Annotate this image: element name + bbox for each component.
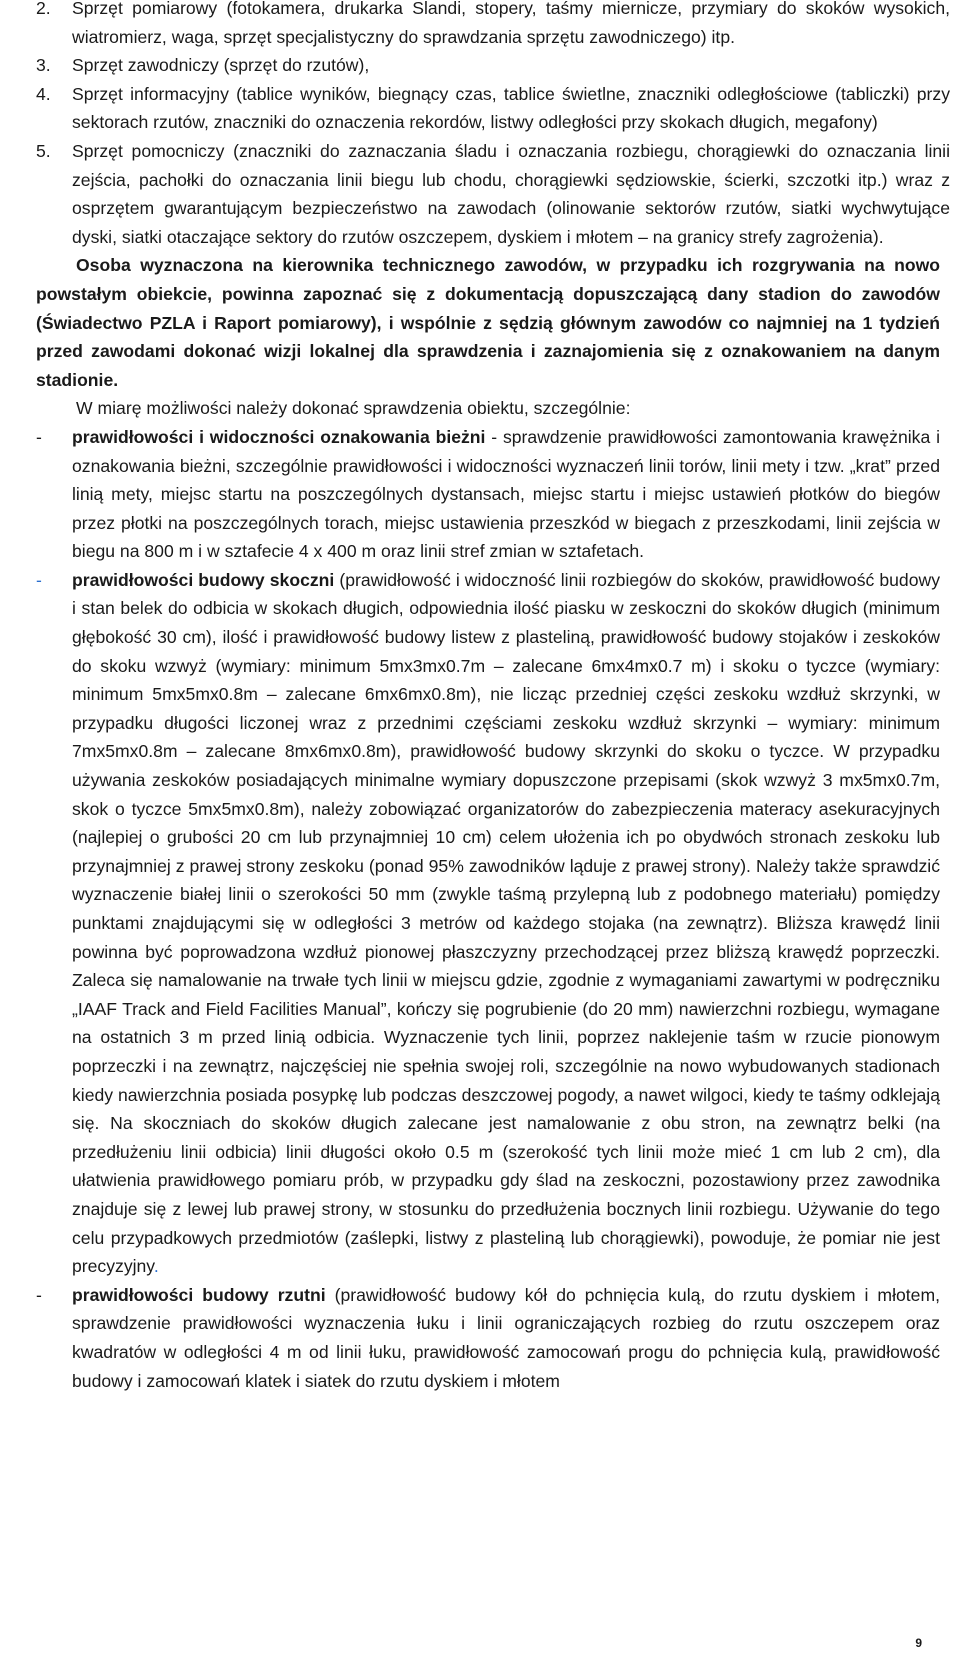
- list-item-text: Sprzęt zawodniczy (sprzęt do rzutów),: [72, 55, 370, 76]
- dash-marker: -: [36, 1284, 42, 1305]
- check-item-text: (prawidłowość budowy kół do pchnięcia kulą, do rzutu dyskiem i młotem, sprawdzenie prawidłowości wyznaczenia łuku i linii ograniczających rozbieg do rzutu oszczepem oraz kwadratów w odległości 4 m od linii łuku, prawidłowość zamocowań progu do pchnięcia kulą, prawidłowość budowy i zamocowań klatek i siatek do rzutu dyskiem i młotem: [72, 1284, 940, 1391]
- intro-paragraph: W miarę możliwości należy dokonać sprawdzenia obiektu, szczególnie:: [76, 398, 631, 419]
- check-item-text: - sprawdzenie prawidłowości zamontowania krawężnika i oznakowania bieżni, szczególnie prawidłowości i widoczności wyznaczeń linii torów, linii mety i tzw. „krat” przed linią mety, miejsc startu na poszczególnych dystansach, miejsc startu i miejsc ustawień płotków do biegów przez płotki na poszczególnych torach, miejsc ustawienia przeszkód w biegach z przeszkodami, linii zejścia w biegu na 800 m i w sztafecie 4 x 400 m oraz linii stref zmian w sztafetach.: [72, 426, 940, 562]
- dash-marker: -: [36, 569, 42, 590]
- check-item-jumps: [0, 566, 950, 1281]
- list-item: [36, 51, 950, 80]
- dash-marker: -: [36, 426, 42, 447]
- check-item-heading: prawidłowości budowy rzutni: [72, 1284, 326, 1305]
- list-item: [36, 0, 950, 51]
- list-item: [36, 80, 950, 137]
- list-item-number: 2.: [36, 0, 51, 18]
- list-item: [36, 137, 950, 251]
- check-item-track: [0, 423, 950, 566]
- check-item-heading: prawidłowości i widoczności oznakowania bieżni: [72, 426, 486, 447]
- list-item-text: Sprzęt informacyjny (tablice wyników, biegnący czas, tablice świetlne, znaczniki odległościowe (tabliczki) przy sektorach rzutów, znaczniki do oznaczenia rekordów, listwy odległości przy skokach długich, megafony): [72, 83, 950, 133]
- check-item-heading: prawidłowości budowy skoczni: [72, 569, 335, 590]
- check-item-text: (prawidłowość i widoczność linii rozbiegów do skoków, prawidłowość budowy i stan belek do odbicia w skokach długich, odpowiednia ilość piasku w zeskoczni do skoków długich (minimum głębokość 30 cm), ilość i prawidłowość budowy listew z plasteliną, prawidłowość budowy stojaków i zeskoków do skoku wzwyż (wymiary: minimum 5mx3mx0.7m – zalecane 6mx4mx0.7 m) i skoku o tyczce (wymiary: minimum 5mx5mx0.8m – zalecane 6mx6mx0.8m), nie licząc przedniej części zeskoku wzdłuż skrzynki, w przypadku długości liczonej wraz z przednimi częściami zeskoku wzdłuż skrzynki – wymiary: minimum 7mx5mx0.8m – zalecane 8mx6mx0.8m), prawidłowość budowy skrzynki do skoku o tyczce. W przypadku używania zeskoków posiadających minimalne wymiary dopuszczone przepisami (skok wzwyż 3 mx5mx0.7m, skok o tyczce 5mx5mx0.8m), należy zobowiązać organizatorów do zabezpieczenia materacy asekuracyjnych (najlepiej o grubości 20 cm lub przynajmniej 10 cm) celem ułożenia ich po obydwóch stronach zeskoku lub przynajmniej z prawej strony zeskoku (ponad 95% zawodników ląduje z prawej strony). Należy także sprawdzić wyznaczenie białej linii o szerokości 50 mm (zwykle taśmą przylepną lub z podobnego materiału) pomiędzy punktami znajdującymi się w odległości 3 metrów od każdego stojaka (na zewnątrz). Bliższa krawędź linii powinna być poprowadzona wzdłuż pionowej płaszczyzny przechodzącej przez bliższą krawędź poprzeczki. Zaleca się namalowanie na trwałe tych linii w miejscu gdzie, zgodnie z wymaganiami zawartymi w podręczniku „IAAF Track and Field Facilities Manual”, kończy się pogrubienie (do 20 mm) nawierzchni rozbiegu, wymagane na ostatnich 3 m przed linią odbicia. Wyznaczenie tych linii, poprzez naklejenie taśm w rzucie pionowym poprzeczki i na zewnątrz, najczęściej nie spełnia swojej roli, szczególnie na nowo wybudowanych stadionach kiedy nawierzchnia posiada posypkę lub podczas deszczowej pogody, a nawet wilgoci, kiedy te taśmy odklejają się. Na skoczniach do skoków długich zalecane jest namalowanie z obu stron, na zewnątrz belki (na przedłużeniu linii odbicia) linii długości około 0.5 m (szerokość tych linii może mieć 1 cm lub 2 cm), dla ułatwienia prawidłowego pomiaru prób, w przypadku gdy ślad na zeskoczni, pozostawiony przez zawodnika znajduje się z lewej lub prawej strony, w stosunku do przedłużenia bocznych linii rozbiegu. Używanie do tego celu przypadkowych przedmiotów (zaślepki, listwy z plasteliną lub chorągiewki), powoduje, że pomiar nie jest precyzyjny: [72, 569, 940, 1277]
- bold-paragraph: Osoba wyznaczona na kierownika technicznego zawodów, w przypadku ich rozgrywania na nowo powstałym obiekcie, powinna zapoznać się z dokumentacją dopuszczającą dany stadion do zawodów (Świadectwo PZLA i Raport pomiarowy), i wspólnie z sędzią głównym zawodów co najmniej na 1 tydzień przed zawodami dokonać wizji lokalnej dla sprawdzenia i zaznajomienia się z oznakowaniem na danym stadionie.: [36, 255, 940, 390]
- check-item-tail: .: [153, 1256, 159, 1277]
- list-item-text: Sprzęt pomiarowy (fotokamera, drukarka Slandi, stopery, taśmy miernicze, przymiary do skoków wysokich, wiatromierz, waga, sprzęt specjalistyczny do sprawdzania sprzętu zawodniczego) itp.: [72, 0, 950, 47]
- list-item-number: 3.: [36, 55, 51, 76]
- page-number: 9: [915, 1636, 922, 1650]
- check-item-throws: [0, 1281, 950, 1395]
- numbered-list: [36, 0, 950, 1395]
- list-item-text: Sprzęt pomocniczy (znaczniki do zaznaczania śladu i oznaczania rozbiegu, chorągiewki do oznaczania linii zejścia, pachołki do oznaczania linii biegu lub chodu, chorągiewki sędziowskie, ścierki, szczotki itp.) wraz z osprzętem gwarantującym bezpieczeństwo na zawodach (olinowanie sektorów rzutów, siatki wychwytujące dyski, siatki otaczające sektory do rzutów oszczepem, dyskiem i młotem – na granicy strefy zagrożenia).: [72, 140, 950, 247]
- list-item-number: 4.: [36, 83, 51, 104]
- list-item-number: 5.: [36, 140, 51, 161]
